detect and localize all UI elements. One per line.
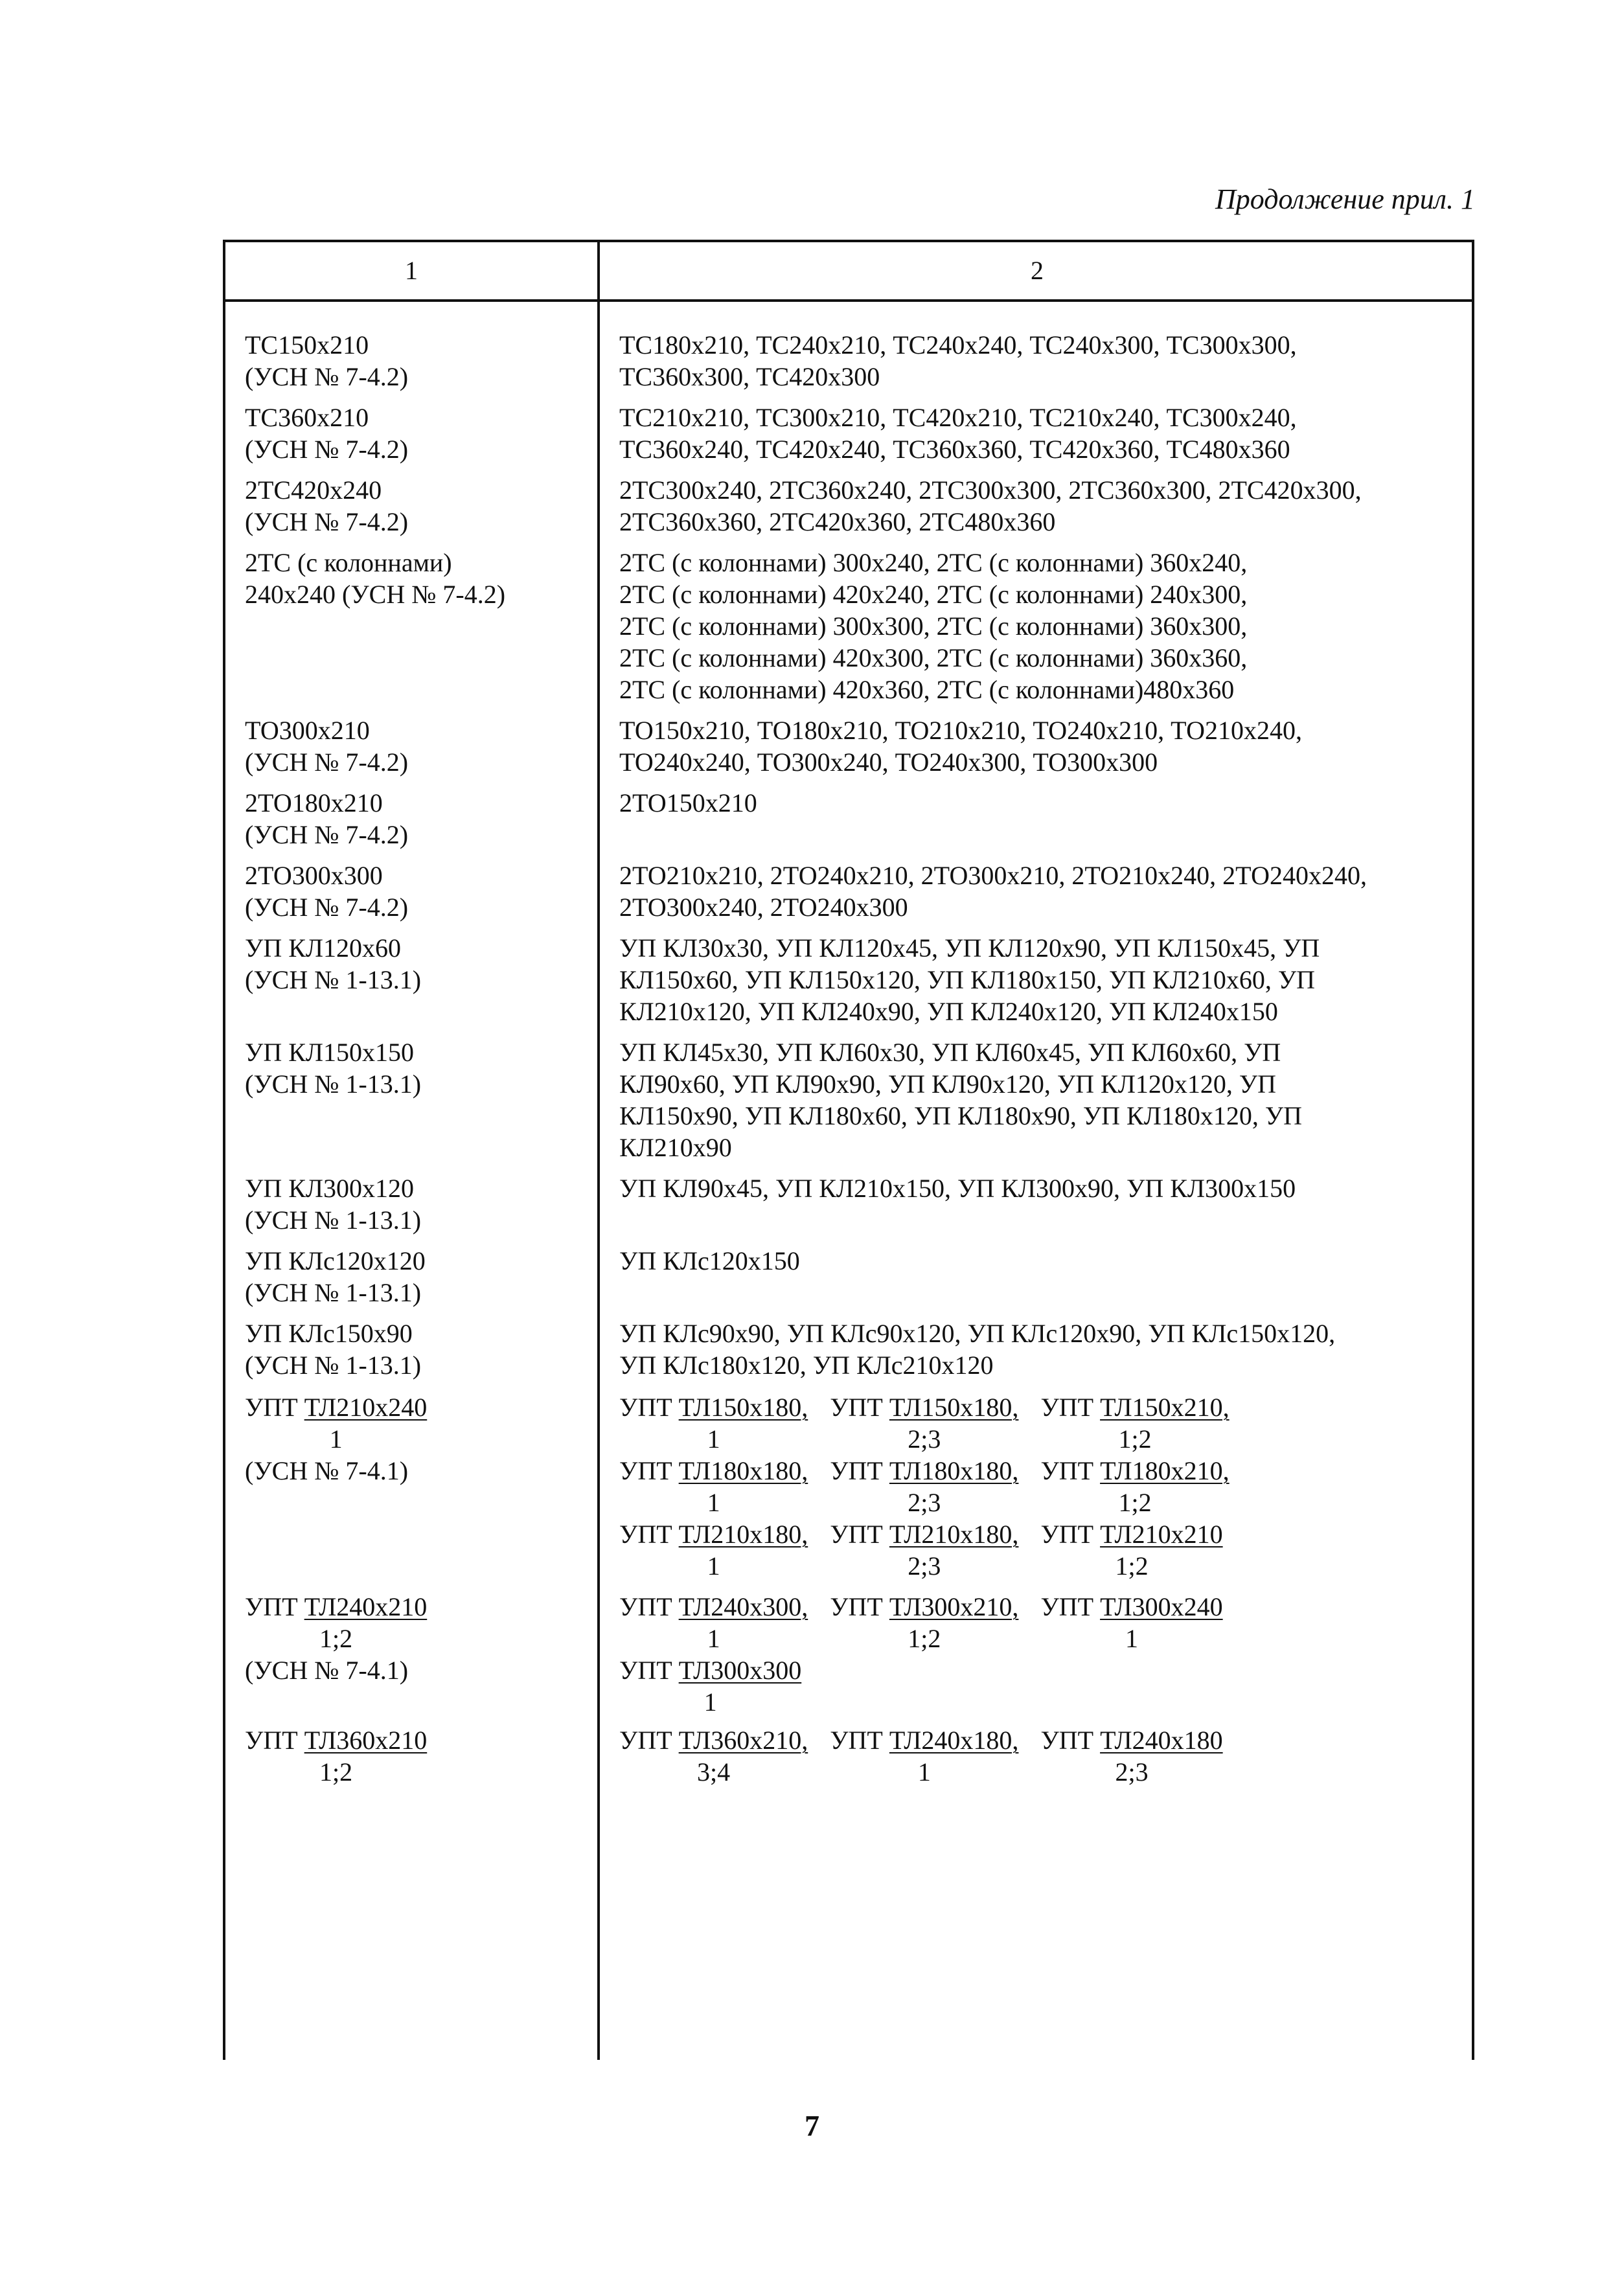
table-row — [225, 1724, 1472, 1788]
fraction-line — [619, 1455, 1461, 1518]
cell-line: КЛ150x90, УП КЛ180x60, УП КЛ180x90, УП КЛ180x120, УП — [619, 1101, 1303, 1130]
cell-analogues — [600, 932, 1474, 1027]
cell-designation — [225, 474, 600, 538]
table-row — [225, 932, 1472, 1027]
fraction-numerator: ТЛ210x240 — [304, 1393, 428, 1422]
cell-analogues — [600, 402, 1474, 465]
table-row — [225, 714, 1472, 778]
fraction-designation — [830, 1518, 1018, 1582]
table-row — [225, 787, 1472, 851]
fraction-denominator: 1;2 — [319, 1624, 353, 1653]
fraction-designation — [1040, 1391, 1229, 1455]
fraction-numerator: ТЛ240x180 — [1100, 1726, 1223, 1755]
cell-line: 2ТС (с колоннами) 420x300, 2ТС (с колоннами) 360x360, — [619, 643, 1248, 672]
fraction-designation — [245, 1391, 427, 1455]
fraction-designation — [1040, 1724, 1222, 1788]
designation-prefix: УПТ — [830, 1592, 883, 1621]
cell-line: 2ТО210x210, 2ТО240x210, 2ТО300x210, 2ТО210x240, 2ТО240x240, — [619, 861, 1367, 890]
cell-designation — [225, 932, 600, 1027]
cell-line: 2ТС420x240 — [245, 475, 382, 505]
designation-prefix: УПТ — [619, 1592, 672, 1621]
cell-line: (УСН № 7-4.2) — [245, 748, 409, 777]
fraction-denominator: 1;2 — [908, 1624, 941, 1653]
cell-line: КЛ150x60, УП КЛ150x120, УП КЛ180x150, УП КЛ210x60, УП — [619, 965, 1316, 994]
fraction-denominator: 1;2 — [1118, 1424, 1152, 1454]
column-header-1: 1 — [405, 256, 418, 285]
fraction-designation — [619, 1518, 808, 1582]
standard-reference: (УСН № 7-4.1) — [245, 1456, 409, 1485]
cell-line: 2ТО180x210 — [245, 788, 383, 817]
fraction-designation — [830, 1591, 1018, 1654]
fraction-numerator: ТЛ180x210, — [1100, 1456, 1229, 1485]
fraction-line — [619, 1591, 1461, 1654]
table-row — [225, 1245, 1472, 1308]
cell-line: (УСН № 7-4.2) — [245, 362, 409, 391]
fraction-denominator: 2;3 — [908, 1551, 941, 1581]
cell-designation — [225, 547, 600, 705]
fraction-numerator: ТЛ360x210, — [678, 1726, 808, 1755]
fraction-designation — [619, 1455, 808, 1518]
cell-line: ТО300x210 — [245, 716, 370, 745]
designation-prefix: УПТ — [830, 1726, 883, 1755]
cell-analogues — [600, 474, 1474, 538]
fraction-designation — [245, 1724, 427, 1788]
fraction-designation — [245, 1591, 427, 1654]
cell-line: 2ТО150x210 — [619, 788, 757, 817]
table-row — [225, 474, 1472, 538]
cell-line: 2ТО300x300 — [245, 861, 383, 890]
designation-prefix: УПТ — [245, 1726, 298, 1755]
fraction-designation — [1040, 1518, 1222, 1582]
designation-prefix: УПТ — [1040, 1520, 1094, 1549]
fraction-designation — [1040, 1591, 1222, 1654]
fraction-designation — [1040, 1455, 1229, 1518]
designation-prefix: УПТ — [830, 1520, 883, 1549]
cell-line: УП КЛ300x120 — [245, 1174, 415, 1203]
cell-line: (УСН № 7-4.2) — [245, 435, 409, 464]
cell-line: УП КЛ90x45, УП КЛ210x150, УП КЛ300x90, УП КЛ300x150 — [619, 1174, 1296, 1203]
cell-line: (УСН № 1-13.1) — [245, 1278, 422, 1307]
fraction-numerator: ТЛ360x210 — [304, 1726, 428, 1755]
cell-designation — [225, 329, 600, 393]
column-header-2: 2 — [1031, 256, 1044, 285]
designation-prefix: УПТ — [245, 1393, 298, 1422]
fraction-denominator: 2;3 — [908, 1488, 941, 1517]
cell-line: ТС360x210 — [245, 403, 369, 432]
cell-designation — [225, 787, 600, 851]
cell-analogues — [600, 1724, 1474, 1788]
cell-line: (УСН № 7-4.2) — [245, 507, 409, 536]
fraction-designation — [619, 1391, 808, 1455]
cell-analogues — [600, 1318, 1474, 1381]
fraction-denominator: 3;4 — [697, 1757, 731, 1787]
cell-line: КЛ210x120, УП КЛ240x90, УП КЛ240x120, УП КЛ240x150 — [619, 997, 1278, 1026]
fraction-denominator: 1 — [917, 1757, 931, 1787]
cell-line: 2ТС360x360, 2ТС420x360, 2ТС480x360 — [619, 507, 1056, 536]
table-row — [225, 1172, 1472, 1236]
fraction-line — [619, 1518, 1461, 1582]
cell-analogues — [600, 714, 1474, 778]
cell-analogues — [600, 787, 1474, 851]
designation-prefix: УПТ — [830, 1393, 883, 1422]
cell-line: ТО240x240, ТО300x240, ТО240x300, ТО300x300 — [619, 748, 1158, 777]
cell-line: УП КЛ150x150 — [245, 1038, 415, 1067]
cell-line: ТС360x240, ТС420x240, ТС360x360, ТС420x360, ТС480x360 — [619, 435, 1290, 464]
cell-line: (УСН № 1-13.1) — [245, 1351, 422, 1380]
fraction-numerator: ТЛ240x180, — [889, 1726, 1019, 1755]
cell-line: 2ТС (с колоннами) 300x240, 2ТС (с колоннами) 360x240, — [619, 548, 1248, 577]
designation-prefix: УПТ — [1040, 1592, 1094, 1621]
table-row — [225, 1036, 1472, 1163]
cell-line: 2ТС (с колоннами) 300x300, 2ТС (с колоннами) 360x300, — [619, 611, 1248, 641]
fraction-numerator: ТЛ300x240 — [1100, 1592, 1223, 1621]
fraction-denominator: 1 — [329, 1424, 343, 1454]
cell-line: КЛ90x60, УП КЛ90x90, УП КЛ90x120, УП КЛ120x120, УП — [619, 1069, 1277, 1099]
appendix-table — [223, 240, 1474, 2060]
table-row — [225, 547, 1472, 705]
cell-analogues — [600, 860, 1474, 923]
cell-line: ТС210x210, ТС300x210, ТС420x210, ТС210x240, ТС300x240, — [619, 403, 1297, 432]
fraction-numerator: ТЛ180x180, — [889, 1456, 1019, 1485]
table-row — [225, 329, 1472, 393]
fraction-numerator: ТЛ240x300, — [678, 1592, 808, 1621]
fraction-denominator: 1 — [707, 1488, 720, 1517]
cell-designation — [225, 1318, 600, 1381]
cell-line: ТС180x210, ТС240x210, ТС240x240, ТС240x300, ТС300x300, — [619, 330, 1297, 360]
fraction-denominator: 1 — [1125, 1624, 1139, 1653]
fraction-designation — [619, 1654, 801, 1718]
fraction-designation — [830, 1391, 1018, 1455]
cell-line: 2ТС300x240, 2ТС360x240, 2ТС300x300, 2ТС360x300, 2ТС420x300, — [619, 475, 1362, 505]
fraction-numerator: ТЛ150x180, — [889, 1393, 1019, 1422]
cell-analogues — [600, 329, 1474, 393]
fraction-line — [619, 1391, 1461, 1455]
fraction-designation — [830, 1724, 1018, 1788]
table-row — [225, 1318, 1472, 1381]
designation-prefix: УПТ — [619, 1726, 672, 1755]
fraction-designation — [830, 1455, 1018, 1518]
cell-designation — [225, 1724, 600, 1788]
cell-line: УП КЛ45x30, УП КЛ60x30, УП КЛ60x45, УП КЛ60x60, УП — [619, 1038, 1281, 1067]
cell-designation — [225, 1391, 600, 1582]
cell-designation — [225, 1036, 600, 1163]
fraction-line — [619, 1724, 1461, 1788]
cell-line: УП КЛ30x30, УП КЛ120x45, УП КЛ120x90, УП КЛ150x45, УП — [619, 933, 1320, 963]
fraction-line — [619, 1654, 1461, 1718]
cell-analogues — [600, 1172, 1474, 1236]
fraction-numerator: ТЛ300x210, — [889, 1592, 1019, 1621]
cell-designation — [225, 1245, 600, 1308]
fraction-designation — [619, 1724, 808, 1788]
cell-line: КЛ210x90 — [619, 1133, 732, 1162]
fraction-denominator: 1;2 — [1115, 1551, 1149, 1581]
fraction-denominator: 2;3 — [908, 1424, 941, 1454]
cell-line: ТС150x210 — [245, 330, 369, 360]
cell-line: УП КЛ120x60 — [245, 933, 402, 963]
cell-designation — [225, 860, 600, 923]
fraction-denominator: 1 — [707, 1624, 720, 1653]
cell-line: 240x240 (УСН № 7-4.2) — [245, 580, 506, 609]
cell-line: ТО150x210, ТО180x210, ТО210x210, ТО240x210, ТО210x240, — [619, 716, 1302, 745]
cell-analogues — [600, 1591, 1474, 1718]
fraction-numerator: ТЛ300x300 — [678, 1656, 802, 1685]
fraction-denominator: 2;3 — [1115, 1757, 1149, 1787]
cell-line: УП КЛс120x150 — [619, 1246, 800, 1275]
cell-designation — [225, 714, 600, 778]
cell-line: (УСН № 1-13.1) — [245, 1069, 422, 1099]
table-body — [225, 329, 1472, 1788]
page-number: 7 — [805, 2109, 819, 2142]
standard-reference: (УСН № 7-4.1) — [245, 1656, 409, 1685]
cell-line: УП КЛс90x90, УП КЛс90x120, УП КЛс120x90, УП КЛс150x120, — [619, 1319, 1336, 1348]
designation-prefix: УПТ — [830, 1456, 883, 1485]
cell-line: ТС360x300, ТС420x300 — [619, 362, 880, 391]
fraction-numerator: ТЛ150x210, — [1100, 1393, 1229, 1422]
cell-line: (УСН № 1-13.1) — [245, 965, 422, 994]
cell-line: УП КЛс120x120 — [245, 1246, 426, 1275]
fraction-numerator: ТЛ210x180, — [678, 1520, 808, 1549]
cell-line: 2ТС (с колоннами) 420x240, 2ТС (с колоннами) 240x300, — [619, 580, 1248, 609]
designation-prefix: УПТ — [619, 1456, 672, 1485]
cell-line: (УСН № 1-13.1) — [245, 1205, 422, 1235]
fraction-denominator: 1 — [707, 1424, 720, 1454]
header-rule — [225, 299, 1472, 302]
cell-line: УП КЛс150x90 — [245, 1319, 413, 1348]
table-row — [225, 1391, 1472, 1582]
designation-prefix: УПТ — [245, 1592, 298, 1621]
cell-analogues — [600, 547, 1474, 705]
fraction-denominator: 1;2 — [319, 1757, 353, 1787]
cell-designation — [225, 402, 600, 465]
table-row — [225, 1591, 1472, 1718]
cell-line: (УСН № 7-4.2) — [245, 893, 409, 922]
cell-line: 2ТС (с колоннами) 420x360, 2ТС (с колоннами)480x360 — [619, 675, 1235, 704]
fraction-denominator: 1 — [703, 1687, 717, 1717]
fraction-denominator: 1 — [707, 1551, 720, 1581]
cell-analogues — [600, 1391, 1474, 1582]
designation-prefix: УПТ — [1040, 1393, 1094, 1422]
designation-prefix: УПТ — [619, 1656, 672, 1685]
fraction-numerator: ТЛ180x180, — [678, 1456, 808, 1485]
cell-analogues — [600, 1036, 1474, 1163]
fraction-designation — [619, 1591, 808, 1654]
cell-analogues — [600, 1245, 1474, 1308]
fraction-numerator: ТЛ240x210 — [304, 1592, 428, 1621]
cell-line: 2ТО300x240, 2ТО240x300 — [619, 893, 908, 922]
cell-line: (УСН № 7-4.2) — [245, 820, 409, 849]
designation-prefix: УПТ — [1040, 1456, 1094, 1485]
fraction-denominator: 1;2 — [1118, 1488, 1152, 1517]
fraction-numerator: ТЛ210x180, — [889, 1520, 1019, 1549]
table-row — [225, 860, 1472, 923]
cell-line: УП КЛс180x120, УП КЛс210x120 — [619, 1351, 994, 1380]
fraction-numerator: ТЛ210x210 — [1100, 1520, 1223, 1549]
designation-prefix: УПТ — [619, 1393, 672, 1422]
continuation-caption: Продолжение прил. 1 — [1215, 183, 1475, 215]
cell-designation — [225, 1172, 600, 1236]
fraction-numerator: ТЛ150x180, — [678, 1393, 808, 1422]
table-row — [225, 402, 1472, 465]
cell-designation — [225, 1591, 600, 1718]
cell-line: 2ТС (с колоннами) — [245, 548, 452, 577]
designation-prefix: УПТ — [1040, 1726, 1094, 1755]
designation-prefix: УПТ — [619, 1520, 672, 1549]
